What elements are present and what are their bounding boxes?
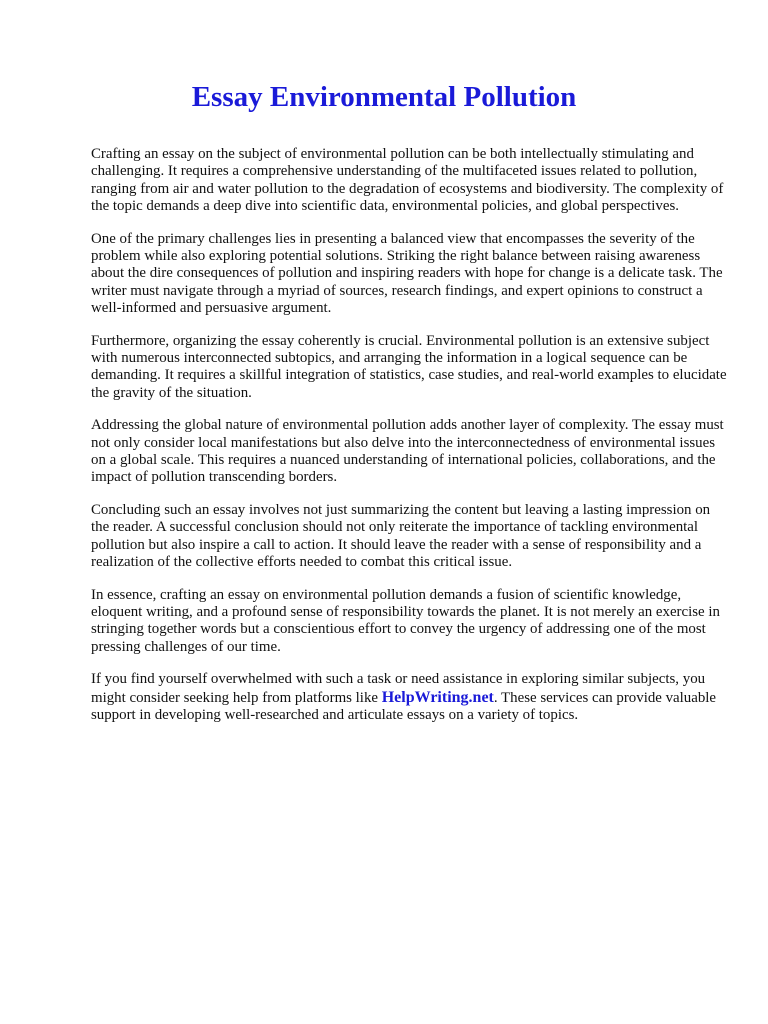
paragraph-7-before-link: If you find yourself overwhelmed with such a task or need assistance in exploring similar subjects, you might consider seeking help from platforms like <box>91 671 706 706</box>
paragraph-2: One of the primary challenges lies in presenting a balanced view that encompasses the severity of the problem while also exploring potential solutions. Striking the right balance between raising awareness about the dire consequences of pollution and inspiring readers with hope for change is a delicate task. The writer must navigate through a myriad of sources, research findings, and expert opinions to construct a well-informed and persuasive argument. <box>91 230 723 316</box>
paragraph-7 <box>91 671 731 724</box>
paragraph-3: Furthermore, organizing the essay coherently is crucial. Environmental pollution is an extensive subject with numerous interconnected subtopics, and arranging the information in a logical sequence can be demanding. It requires a skillful integration of statistics, case studies, and real-world examples to elucidate the gravity of the situation. <box>91 332 727 401</box>
paragraph-6: In essence, crafting an essay on environmental pollution demands a fusion of scientific knowledge, eloquent writing, and a profound sense of responsibility towards the planet. It is not merely an exercise in stringing together words but a conscientious effort to convey the urgency of addressing one of the most pressing challenges of our time. <box>91 586 720 655</box>
document-title: Essay Environmental Pollution <box>191 81 577 113</box>
paragraph-5: Concluding such an essay involves not just summarizing the content but leaving a lasting impression on the reader. A successful conclusion should not only reiterate the importance of tackling environmental pollution but also inspire a call to action. It should leave the reader with a sense of responsibility and a realization of the collective efforts needed to combat this critical issue. <box>91 502 711 570</box>
paragraph-7-after-link: . These services can provide valuable support in developing well-researched and articulate essays on a variety of topics. <box>91 689 717 724</box>
paragraph-4: Addressing the global nature of environmental pollution adds another layer of complexity. The essay must not only consider local manifestations but also delve into the interconnectedness of environmental issues on a global scale. This requires a nuanced understanding of international policies, collaborations, and the impact of pollution transcending borders. <box>91 417 724 486</box>
paragraph-1: Crafting an essay on the subject of environmental pollution can be both intellectually stimulating and challenging. It requires a comprehensive understanding of the multifaceted issues related to pollution, ranging from air and water pollution to the degradation of ecosystems and biodiversity. The complexity of the topic demands a deep dive into scientific data, environmental policies, and global perspectives. <box>91 146 724 214</box>
document-body <box>91 146 731 740</box>
helpwriting-link[interactable]: HelpWriting.net <box>381 688 494 706</box>
